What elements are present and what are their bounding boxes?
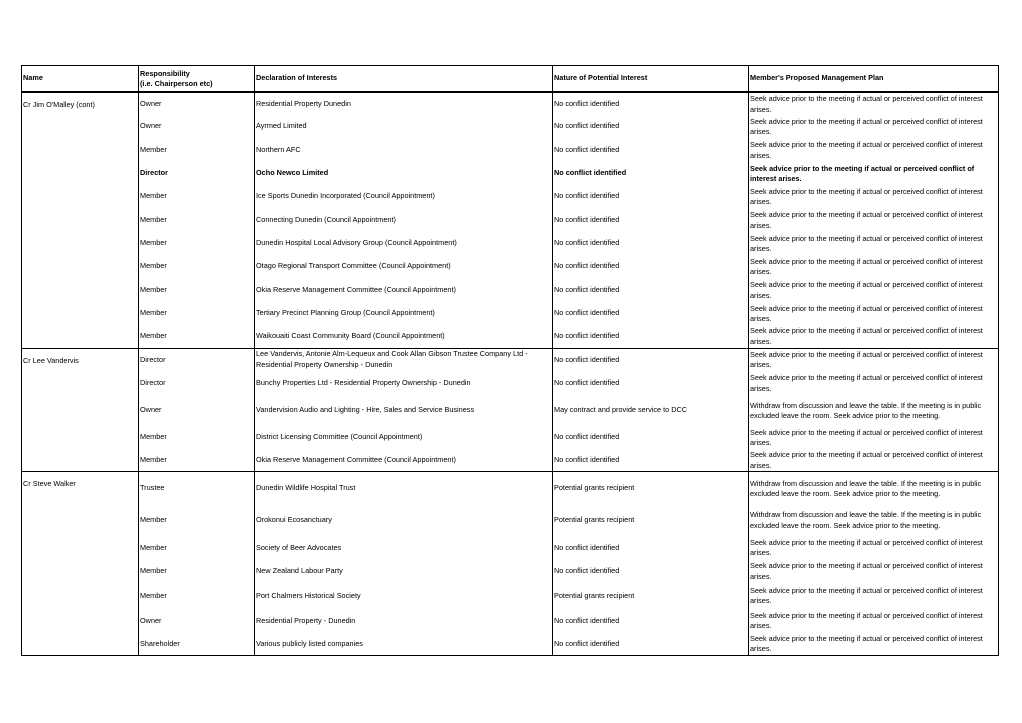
nature-cell: No conflict identified [553,278,749,302]
table-row [22,583,999,609]
table-row [22,162,999,185]
table-row [22,138,999,162]
management-plan-cell: Seek advice prior to the meeting if actual or perceived conflict of interest arises. [749,560,999,583]
declaration-cell: Dunedin Hospital Local Advisory Group (Council Appointment) [255,232,553,255]
table-row [22,115,999,138]
nature-cell: Potential grants recipient [553,505,749,536]
declaration-cell: Residential Property - Dunedin [255,609,553,633]
management-plan-cell: Withdraw from discussion and leave the table. If the meeting is in public excluded leave the room. Seek advice prior to the meeting. [749,472,999,505]
responsibility-cell: Owner [139,609,255,633]
declaration-cell: Ayrmed Limited [255,115,553,138]
nature-cell: May contract and provide service to DCC [553,395,749,426]
responsibility-cell: Member [139,426,255,449]
responsibility-cell: Shareholder [139,633,255,656]
nature-cell: No conflict identified [553,255,749,278]
declaration-cell: Otago Regional Transport Committee (Council Appointment) [255,255,553,278]
table-row [22,609,999,633]
responsibility-cell: Member [139,325,255,348]
management-plan-cell: Seek advice prior to the meeting if actual or perceived conflict of interest arises. [749,371,999,395]
management-plan-cell: Seek advice prior to the meeting if actual or perceived conflict of interest arises. [749,583,999,609]
responsibility-cell: Member [139,185,255,208]
member-name: Cr Jim O'Malley (cont) [22,92,139,348]
responsibility-cell: Director [139,162,255,185]
management-plan-cell: Seek advice prior to the meeting if actual or perceived conflict of interest arises. [749,255,999,278]
responsibility-cell: Director [139,348,255,371]
table-row [22,302,999,325]
responsibility-cell: Member [139,302,255,325]
responsibility-cell: Owner [139,115,255,138]
declaration-cell: Ocho Newco Limited [255,162,553,185]
responsibility-cell: Member [139,536,255,560]
management-plan-cell: Seek advice prior to the meeting if actual or perceived conflict of interest arises. [749,115,999,138]
nature-cell: No conflict identified [553,302,749,325]
header-declaration: Declaration of Interests [255,66,553,93]
table-row [22,232,999,255]
nature-cell: No conflict identified [553,633,749,656]
responsibility-cell: Member [139,255,255,278]
management-plan-cell: Seek advice prior to the meeting if actual or perceived conflict of interest arises. [749,185,999,208]
header-responsibility: Responsibility (i.e. Chairperson etc) [139,66,255,93]
nature-cell: No conflict identified [553,609,749,633]
interests-register-table [21,65,999,656]
member-name: Cr Steve Walker [22,472,139,656]
management-plan-cell: Seek advice prior to the meeting if actual or perceived conflict of interest arises. [749,426,999,449]
responsibility-cell: Director [139,371,255,395]
nature-cell: No conflict identified [553,115,749,138]
nature-cell: No conflict identified [553,232,749,255]
table-row [22,395,999,426]
register-body [22,92,999,656]
header-row [22,66,999,93]
table-row [22,278,999,302]
responsibility-cell: Member [139,560,255,583]
table-row [22,633,999,656]
management-plan-cell: Seek advice prior to the meeting if actual or perceived conflict of interest arises. [749,449,999,472]
nature-cell: No conflict identified [553,325,749,348]
declaration-cell: Port Chalmers Historical Society [255,583,553,609]
table-row [22,560,999,583]
management-plan-cell: Seek advice prior to the meeting if actual or perceived conflict of interest arises. [749,536,999,560]
header-management-plan: Member's Proposed Management Plan [749,66,999,93]
declaration-cell: Connecting Dunedin (Council Appointment) [255,208,553,232]
declaration-cell: Northern AFC [255,138,553,162]
declaration-cell: Vandervision Audio and Lighting - Hire, Sales and Service Business [255,395,553,426]
management-plan-cell: Seek advice prior to the meeting if actual or perceived conflict of interest arises. [749,92,999,115]
header-nature: Nature of Potential Interest [553,66,749,93]
management-plan-cell: Seek advice prior to the meeting if actual or perceived conflict of interest arises. [749,162,999,185]
nature-cell: No conflict identified [553,208,749,232]
management-plan-cell: Seek advice prior to the meeting if actual or perceived conflict of interest arises. [749,138,999,162]
nature-cell: No conflict identified [553,162,749,185]
management-plan-cell: Withdraw from discussion and leave the table. If the meeting is in public excluded leave the room. Seek advice prior to the meeting. [749,505,999,536]
responsibility-cell: Owner [139,92,255,115]
nature-cell: No conflict identified [553,348,749,371]
declaration-cell: Bunchy Properties Ltd - Residential Property Ownership - Dunedin [255,371,553,395]
nature-cell: Potential grants recipient [553,472,749,505]
management-plan-cell: Seek advice prior to the meeting if actual or perceived conflict of interest arises. [749,302,999,325]
management-plan-cell: Seek advice prior to the meeting if actual or perceived conflict of interest arises. [749,278,999,302]
table-row [22,505,999,536]
table-row [22,208,999,232]
responsibility-cell: Member [139,505,255,536]
table-row [22,185,999,208]
nature-cell: No conflict identified [553,560,749,583]
nature-cell: No conflict identified [553,92,749,115]
declaration-cell: District Licensing Committee (Council Appointment) [255,426,553,449]
nature-cell: No conflict identified [553,185,749,208]
declaration-cell: New Zealand Labour Party [255,560,553,583]
table-row [22,348,999,371]
table-row [22,472,999,505]
management-plan-cell: Seek advice prior to the meeting if actual or perceived conflict of interest arises. [749,609,999,633]
table-row [22,371,999,395]
responsibility-cell: Member [139,583,255,609]
responsibility-cell: Member [139,138,255,162]
table-row [22,426,999,449]
declaration-cell: Dunedin Wildlife Hospital Trust [255,472,553,505]
nature-cell: No conflict identified [553,449,749,472]
management-plan-cell: Seek advice prior to the meeting if actual or perceived conflict of interest arises. [749,348,999,371]
declaration-cell: Tertiary Precinct Planning Group (Council Appointment) [255,302,553,325]
responsibility-cell: Member [139,208,255,232]
member-name: Cr Lee Vandervis [22,348,139,472]
management-plan-cell: Seek advice prior to the meeting if actual or perceived conflict of interest arises. [749,325,999,348]
nature-cell: No conflict identified [553,426,749,449]
table-row [22,92,999,115]
responsibility-cell: Member [139,449,255,472]
responsibility-cell: Member [139,278,255,302]
declaration-cell: Okia Reserve Management Committee (Council Appointment) [255,278,553,302]
nature-cell: No conflict identified [553,371,749,395]
declaration-cell: Various publicly listed companies [255,633,553,656]
management-plan-cell: Seek advice prior to the meeting if actual or perceived conflict of interest arises. [749,208,999,232]
declaration-cell: Orokonui Ecosanctuary [255,505,553,536]
declaration-cell: Residential Property Dunedin [255,92,553,115]
responsibility-cell: Trustee [139,472,255,505]
nature-cell: Potential grants recipient [553,583,749,609]
table-row [22,255,999,278]
table-row [22,449,999,472]
management-plan-cell: Withdraw from discussion and leave the table. If the meeting is in public excluded leave the room. Seek advice prior to the meeting. [749,395,999,426]
nature-cell: No conflict identified [553,536,749,560]
management-plan-cell: Seek advice prior to the meeting if actual or perceived conflict of interest arises. [749,633,999,656]
responsibility-cell: Member [139,232,255,255]
declaration-cell: Okia Reserve Management Committee (Council Appointment) [255,449,553,472]
table-row [22,325,999,348]
nature-cell: No conflict identified [553,138,749,162]
declaration-cell: Ice Sports Dunedin Incorporated (Council Appointment) [255,185,553,208]
header-name: Name [22,66,139,93]
table-row [22,536,999,560]
declaration-cell: Society of Beer Advocates [255,536,553,560]
declaration-cell: Waikouaiti Coast Community Board (Council Appointment) [255,325,553,348]
responsibility-cell: Owner [139,395,255,426]
declaration-cell: Lee Vandervis, Antonie Alm-Lequeux and Cook Allan Gibson Trustee Company Ltd - Residential Property Ownership - Dunedin [255,348,553,371]
management-plan-cell: Seek advice prior to the meeting if actual or perceived conflict of interest arises. [749,232,999,255]
